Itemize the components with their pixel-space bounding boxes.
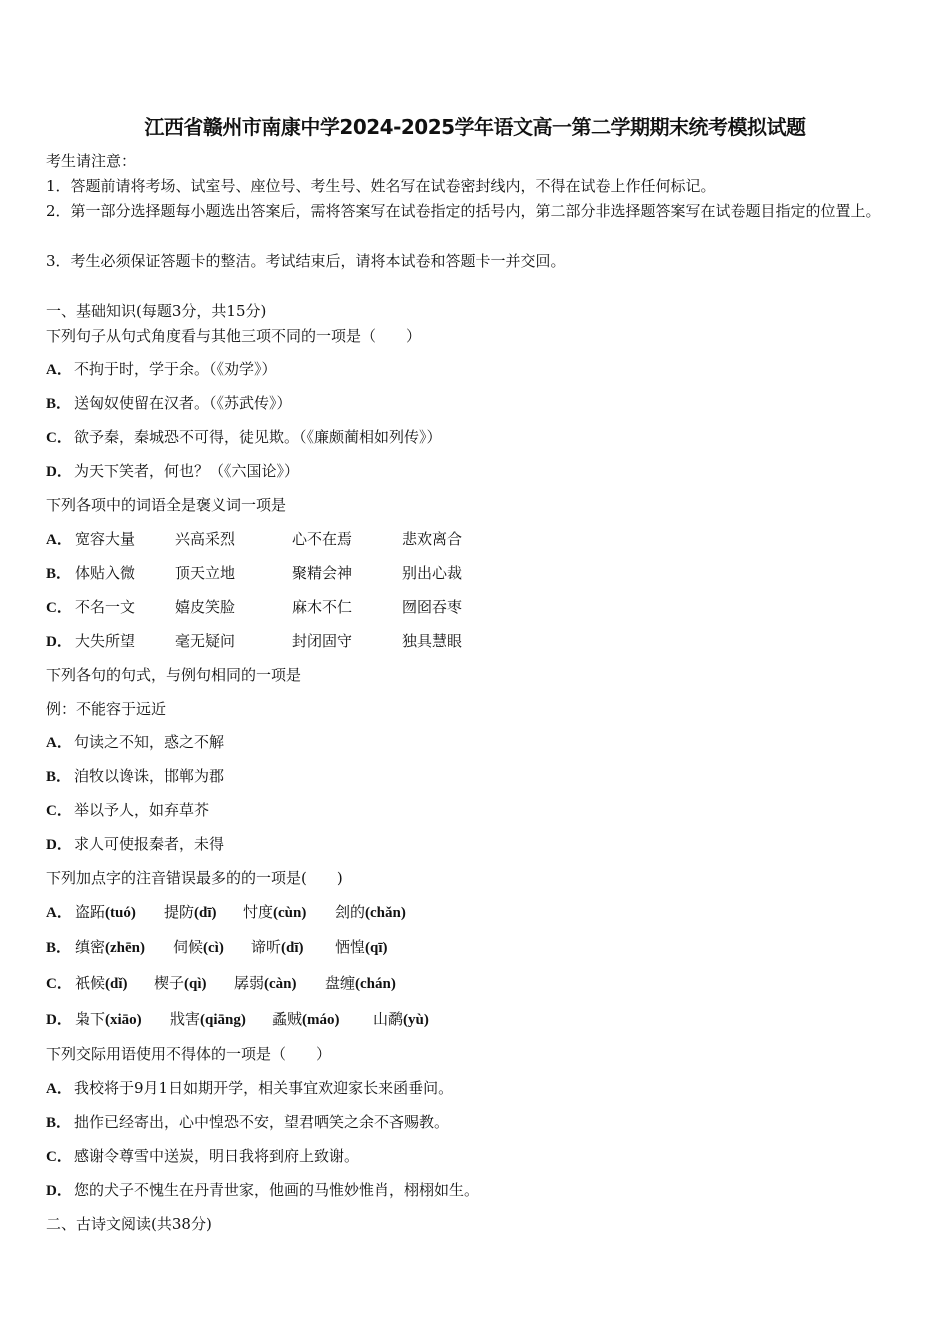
pinyin: (chǎn) <box>365 905 406 921</box>
q3-option-c <box>46 800 209 821</box>
word: 山鹬 <box>373 1010 404 1028</box>
page-title: 江西省赣州市南康中学2024-2025学年语文高一第二学期期末统考模拟试题 <box>144 115 806 139</box>
pinyin: (yù) <box>403 1012 429 1028</box>
pinyin: (càn) <box>264 976 297 992</box>
pinyin-item <box>335 902 406 923</box>
word: 体贴入微 <box>75 564 136 582</box>
word: 宽容大量 <box>75 530 136 548</box>
word: 枭下 <box>75 1010 106 1028</box>
q5-option-d <box>46 1180 479 1201</box>
section-2-heading: 二、古诗文阅读(共38分) <box>46 1215 212 1233</box>
pinyin: (dī) <box>194 905 217 921</box>
word: 楔子 <box>154 974 185 992</box>
word: 心不在焉 <box>292 530 353 548</box>
word: 盗跖 <box>75 903 106 921</box>
pinyin: (qī) <box>365 940 388 956</box>
option-letter: B． <box>46 1115 72 1131</box>
option-letter: C． <box>46 430 72 446</box>
word: 嬉皮笑脸 <box>175 598 236 616</box>
q2-stem: 下列各项中的词语全是褒义词一项是 <box>46 496 287 514</box>
pinyin-item <box>154 973 207 994</box>
word: 蟊贼 <box>272 1010 303 1028</box>
word: 戕害 <box>170 1010 201 1028</box>
pinyin: (máo) <box>302 1012 340 1028</box>
pinyin: (chán) <box>355 976 396 992</box>
q4-option-c <box>46 973 926 993</box>
option-letter: B． <box>46 396 72 412</box>
option-letter: C． <box>46 976 72 992</box>
option-text: 您的犬子不愧生在丹青世家，他画的马惟妙惟肖，栩栩如生。 <box>74 1181 480 1199</box>
notice-item-3: 3．考生必须保证答题卡的整洁。考试结束后，请将本试卷和答题卡一并交回。 <box>46 252 566 270</box>
option-letter: A． <box>46 905 72 921</box>
option-letter: A． <box>46 532 72 548</box>
option-text: 为天下笑者，何也？（《六国论》） <box>74 462 300 480</box>
word: 悲欢离合 <box>402 530 463 548</box>
q4-option-b <box>46 937 926 957</box>
word: 恓惶 <box>335 938 366 956</box>
q4-stem: 下列加点字的注音错误最多的的一项是( ) <box>46 869 343 887</box>
q4-option-d <box>46 1009 926 1029</box>
notice-item-2: 2．第一部分选择题每小题选出答案后，需将答案写在试卷指定的括号内，第二部分非选择题答案写在试卷题目指定的位置上。 <box>46 202 881 220</box>
option-letter: B． <box>46 566 72 582</box>
option-letter: C． <box>46 600 72 616</box>
q5-option-c <box>46 1146 359 1167</box>
pinyin-item <box>170 1009 246 1030</box>
q1-option-a <box>46 359 277 380</box>
word: 不名一文 <box>75 598 136 616</box>
word: 伺候 <box>173 938 204 956</box>
word: 忖度 <box>243 903 274 921</box>
option-letter: A． <box>46 735 72 751</box>
option-letter: B． <box>46 940 72 956</box>
word: 孱弱 <box>234 974 265 992</box>
option-text: 拙作已经寄出，心中惶恐不安，望君哂笑之余不吝赐教。 <box>74 1113 450 1131</box>
q3-option-d <box>46 834 224 855</box>
word: 祇候 <box>75 974 106 992</box>
word: 缜密 <box>75 938 106 956</box>
q2-option-b <box>46 563 926 583</box>
word: 麻木不仁 <box>292 598 353 616</box>
option-text: 我校将于9月1日如期开学，相关事宜欢迎家长来函垂问。 <box>74 1079 454 1097</box>
option-text: 不拘于时，学于余。（《劝学》） <box>74 360 277 378</box>
option-letter: D． <box>46 634 72 650</box>
pinyin-item <box>325 973 396 994</box>
word: 顶天立地 <box>175 564 236 582</box>
option-text: 求人可使报秦者，未得 <box>74 835 225 853</box>
option-letter: D． <box>46 464 72 480</box>
pinyin: (qiāng) <box>200 1012 246 1028</box>
option-text: 欲予秦，秦城恐不可得，徒见欺。（《廉颇蔺相如列传》） <box>74 428 442 446</box>
option-text: 送匈奴使留在汉者。（《苏武传》） <box>74 394 292 412</box>
pinyin: (cùn) <box>273 905 307 921</box>
option-letter: A． <box>46 1081 72 1097</box>
word: 别出心裁 <box>402 564 463 582</box>
word: 大失所望 <box>75 632 136 650</box>
q3-option-a <box>46 732 224 753</box>
pinyin-item <box>75 973 128 994</box>
option-text: 洎牧以谗诛，邯郸为郡 <box>74 767 225 785</box>
word: 毫无疑问 <box>175 632 236 650</box>
q5-stem: 下列交际用语使用不得体的一项是（ ） <box>46 1045 332 1063</box>
pinyin: (cì) <box>203 940 224 956</box>
pinyin: (qì) <box>184 976 207 992</box>
notice-heading: 考生请注意： <box>46 152 137 170</box>
pinyin-item <box>272 1009 340 1030</box>
pinyin: (xiāo) <box>105 1012 142 1028</box>
q3-stem: 下列各句的句式，与例句相同的一项是 <box>46 666 302 684</box>
word: 封闭固守 <box>292 632 353 650</box>
option-text: 句读之不知，惑之不解 <box>74 733 225 751</box>
word: 独具慧眼 <box>402 632 463 650</box>
pinyin-item <box>234 973 297 994</box>
pinyin-item <box>251 937 304 958</box>
q1-option-c <box>46 427 442 448</box>
pinyin-item <box>335 937 388 958</box>
option-letter: A． <box>46 362 72 378</box>
q1-option-d <box>46 461 299 482</box>
pinyin-item <box>243 902 306 923</box>
q5-option-b <box>46 1112 449 1133</box>
q5-option-a <box>46 1078 453 1099</box>
pinyin-item <box>75 1009 142 1030</box>
pinyin: (dǐ) <box>105 976 128 992</box>
word: 囫囵吞枣 <box>402 598 463 616</box>
q3-option-b <box>46 766 224 787</box>
notice-item-1: 1．答题前请将考场、试室号、座位号、考生号、姓名写在试卷密封线内，不得在试卷上作任何标记。 <box>46 177 716 195</box>
word: 谛听 <box>251 938 282 956</box>
option-text: 举以予人，如弃草芥 <box>74 801 210 819</box>
option-letter: D． <box>46 837 72 853</box>
pinyin-item <box>75 902 136 923</box>
option-letter: B． <box>46 769 72 785</box>
option-letter: D． <box>46 1012 72 1028</box>
pinyin: (dī) <box>281 940 304 956</box>
word: 刽的 <box>335 903 366 921</box>
section-1-heading: 一、基础知识(每题3分，共15分) <box>46 302 267 320</box>
word: 盘缠 <box>325 974 356 992</box>
q1-stem: 下列句子从句式角度看与其他三项不同的一项是（ ） <box>46 327 422 345</box>
word: 提防 <box>164 903 195 921</box>
q1-option-b <box>46 393 292 414</box>
pinyin-item <box>173 937 224 958</box>
word: 聚精会神 <box>292 564 353 582</box>
q2-option-c <box>46 597 926 617</box>
option-text: 感谢令尊雪中送炭，明日我将到府上致谢。 <box>74 1147 360 1165</box>
option-letter: C． <box>46 1149 72 1165</box>
pinyin: (tuó) <box>105 905 136 921</box>
option-letter: C． <box>46 803 72 819</box>
q2-option-d <box>46 631 926 651</box>
pinyin-item <box>164 902 217 923</box>
q2-option-a <box>46 529 926 549</box>
word: 兴高采烈 <box>175 530 236 548</box>
pinyin-item <box>75 937 145 958</box>
q4-option-a <box>46 902 926 922</box>
q3-example: 例：不能容于远近 <box>46 700 167 718</box>
pinyin: (zhēn) <box>105 940 146 956</box>
option-letter: D． <box>46 1183 72 1199</box>
pinyin-item <box>373 1009 429 1030</box>
